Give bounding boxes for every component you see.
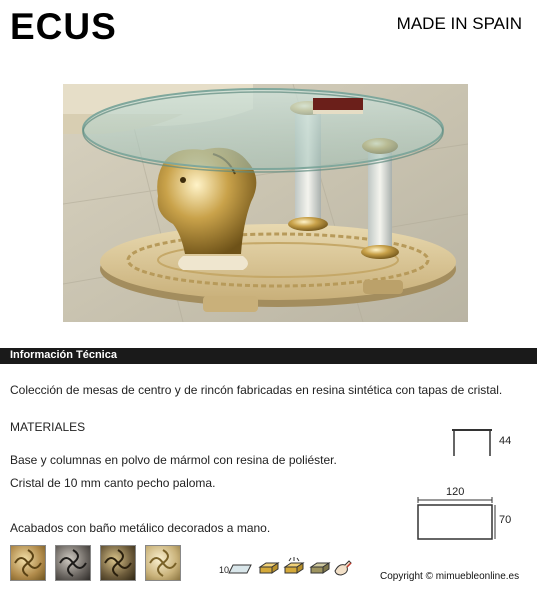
resin-block-icon xyxy=(258,561,280,580)
glass-thickness-icon xyxy=(219,561,253,582)
glass-table-horse-base-icon xyxy=(63,84,468,322)
height-diagram xyxy=(448,428,496,463)
section-header-bar xyxy=(0,348,537,364)
ornament-icon xyxy=(11,546,45,580)
ornament-icon xyxy=(101,546,135,580)
product-photo xyxy=(63,84,468,322)
materials-heading: MATERIALES xyxy=(10,420,86,434)
swatch-silver xyxy=(55,545,91,581)
swatch-bronze xyxy=(100,545,136,581)
section-title: Información Técnica xyxy=(10,349,117,361)
table-side-icon xyxy=(448,428,496,458)
top-view-diagram xyxy=(416,497,496,546)
metallic-bath-icon xyxy=(283,557,305,580)
hand-painted-icon xyxy=(333,559,353,582)
copyright: Copyright © mimuebleonline.es xyxy=(380,571,520,582)
materials-line: Cristal de 10 mm canto pecho paloma. xyxy=(10,476,216,490)
ornament-icon xyxy=(56,546,90,580)
glass-thickness-value: 10 xyxy=(219,565,230,575)
collection-description: Colección de mesas de centro y de rincón fabricadas en resina sintética con tapas de cristal. xyxy=(10,383,503,397)
materials-line: Base y columnas en polvo de mármol con resina de poliéster. xyxy=(10,453,337,467)
origin-label: MADE IN SPAIN xyxy=(396,14,522,33)
depth-value: 70 xyxy=(499,514,512,526)
product-title: ECUS xyxy=(10,6,117,47)
swatch-gold xyxy=(10,545,46,581)
width-value: 120 xyxy=(446,486,465,498)
marble-block-icon xyxy=(309,561,331,580)
swatch-light-gold xyxy=(145,545,181,581)
height-value: 44 xyxy=(499,435,512,447)
finish-text: Acabados con baño metálico decorados a mano. xyxy=(10,521,271,535)
table-top-view-icon xyxy=(416,497,496,541)
ornament-icon xyxy=(146,546,180,580)
